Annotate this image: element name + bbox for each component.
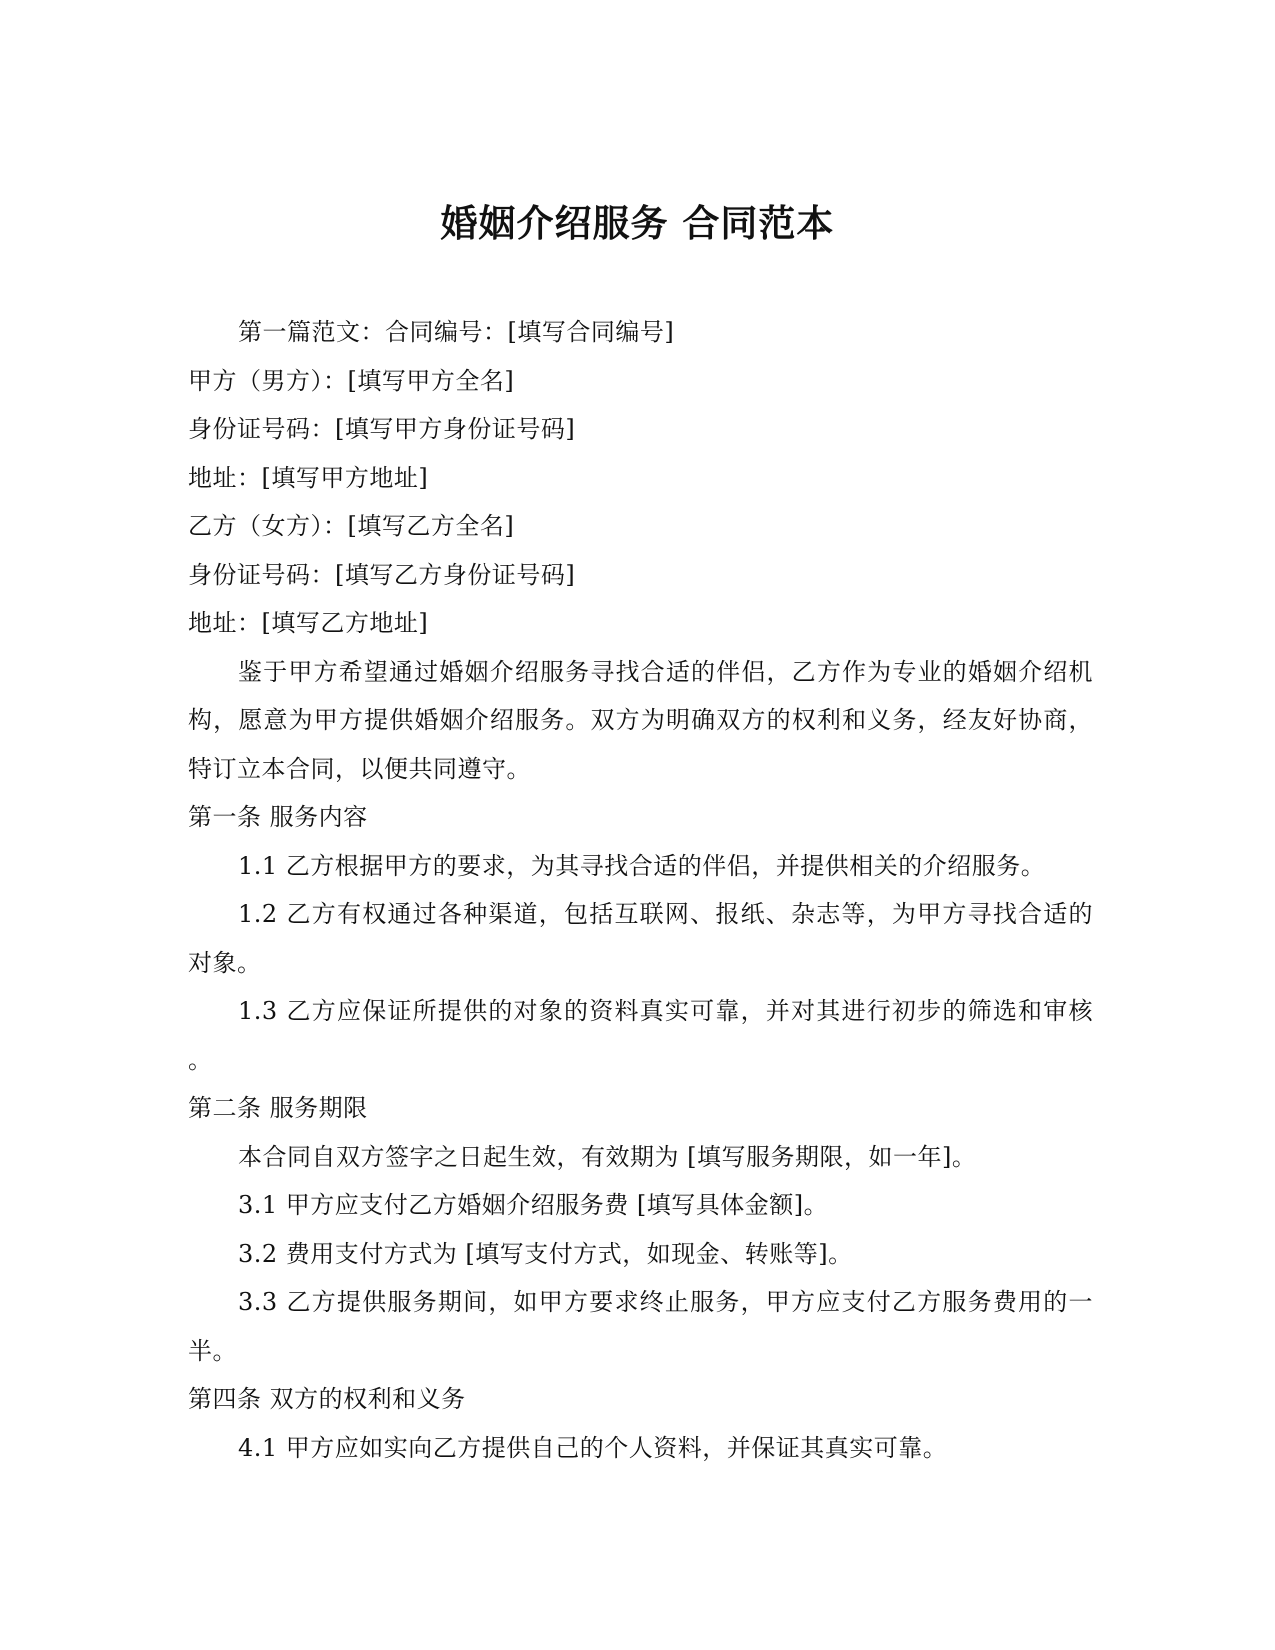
preamble-line-2: 构，愿意为甲方提供婚姻介绍服务。双方为明确双方的权利和义务，经友好协商，: [188, 706, 1093, 734]
clause-1-1: 1.1 乙方根据甲方的要求，为其寻找合适的伴侣，并提供相关的介绍服务。: [238, 851, 1046, 880]
party-b-name-line: 乙方（女方）：[填写乙方全名]: [188, 512, 515, 540]
party-a-address-line: 地址：[填写甲方地址]: [188, 463, 429, 492]
contract-number-line: 第一篇范文：合同编号：[填写合同编号]: [238, 318, 675, 346]
article-4-heading: 第四条 双方的权利和义务: [188, 1385, 466, 1413]
clause-1-3-line-1: 1.3 乙方应保证所提供的对象的资料真实可靠，并对其进行初步的筛选和审核: [238, 997, 1093, 1025]
article-1-heading: 第一条 服务内容: [188, 803, 368, 831]
clause-3-1: 3.1 甲方应支付乙方婚姻介绍服务费 [填写具体金额]。: [238, 1191, 829, 1219]
article-2-heading: 第二条 服务期限: [188, 1094, 368, 1122]
clause-4-1: 4.1 甲方应如实向乙方提供自己的个人资料，并保证其真实可靠。: [238, 1433, 948, 1462]
party-a-name-line: 甲方（男方）：[填写甲方全名]: [188, 366, 515, 395]
clause-1-2-line-2: 对象。: [188, 948, 262, 977]
preamble-line-1: 鉴于甲方希望通过婚姻介绍服务寻找合适的伴侣，乙方作为专业的婚姻介绍机: [238, 657, 1093, 686]
document-body: [188, 308, 1093, 1472]
document-title: 婚姻介绍服务 合同范本: [440, 201, 835, 245]
service-term-line: 本合同自双方签字之日起生效，有效期为 [填写服务期限，如一年]。: [238, 1142, 977, 1171]
party-a-id-line: 身份证号码：[填写甲方身份证号码]: [188, 415, 576, 443]
clause-3-2: 3.2 费用支付方式为 [填写支付方式，如现金、转账等]。: [238, 1239, 853, 1268]
preamble-line-3: 特订立本合同，以便共同遵守。: [188, 754, 531, 783]
clause-3-3-line-1: 3.3 乙方提供服务期间，如甲方要求终止服务，甲方应支付乙方服务费用的一: [238, 1288, 1093, 1316]
clause-3-3-line-2: 半。: [188, 1336, 237, 1365]
party-b-id-line: 身份证号码：[填写乙方身份证号码]: [188, 560, 576, 589]
party-b-address-line: 地址：[填写乙方地址]: [188, 609, 429, 637]
clause-1-2-line-1: 1.2 乙方有权通过各种渠道，包括互联网、报纸、杂志等，为甲方寻找合适的: [238, 900, 1093, 928]
clause-1-3-line-2: 。: [188, 1045, 213, 1074]
